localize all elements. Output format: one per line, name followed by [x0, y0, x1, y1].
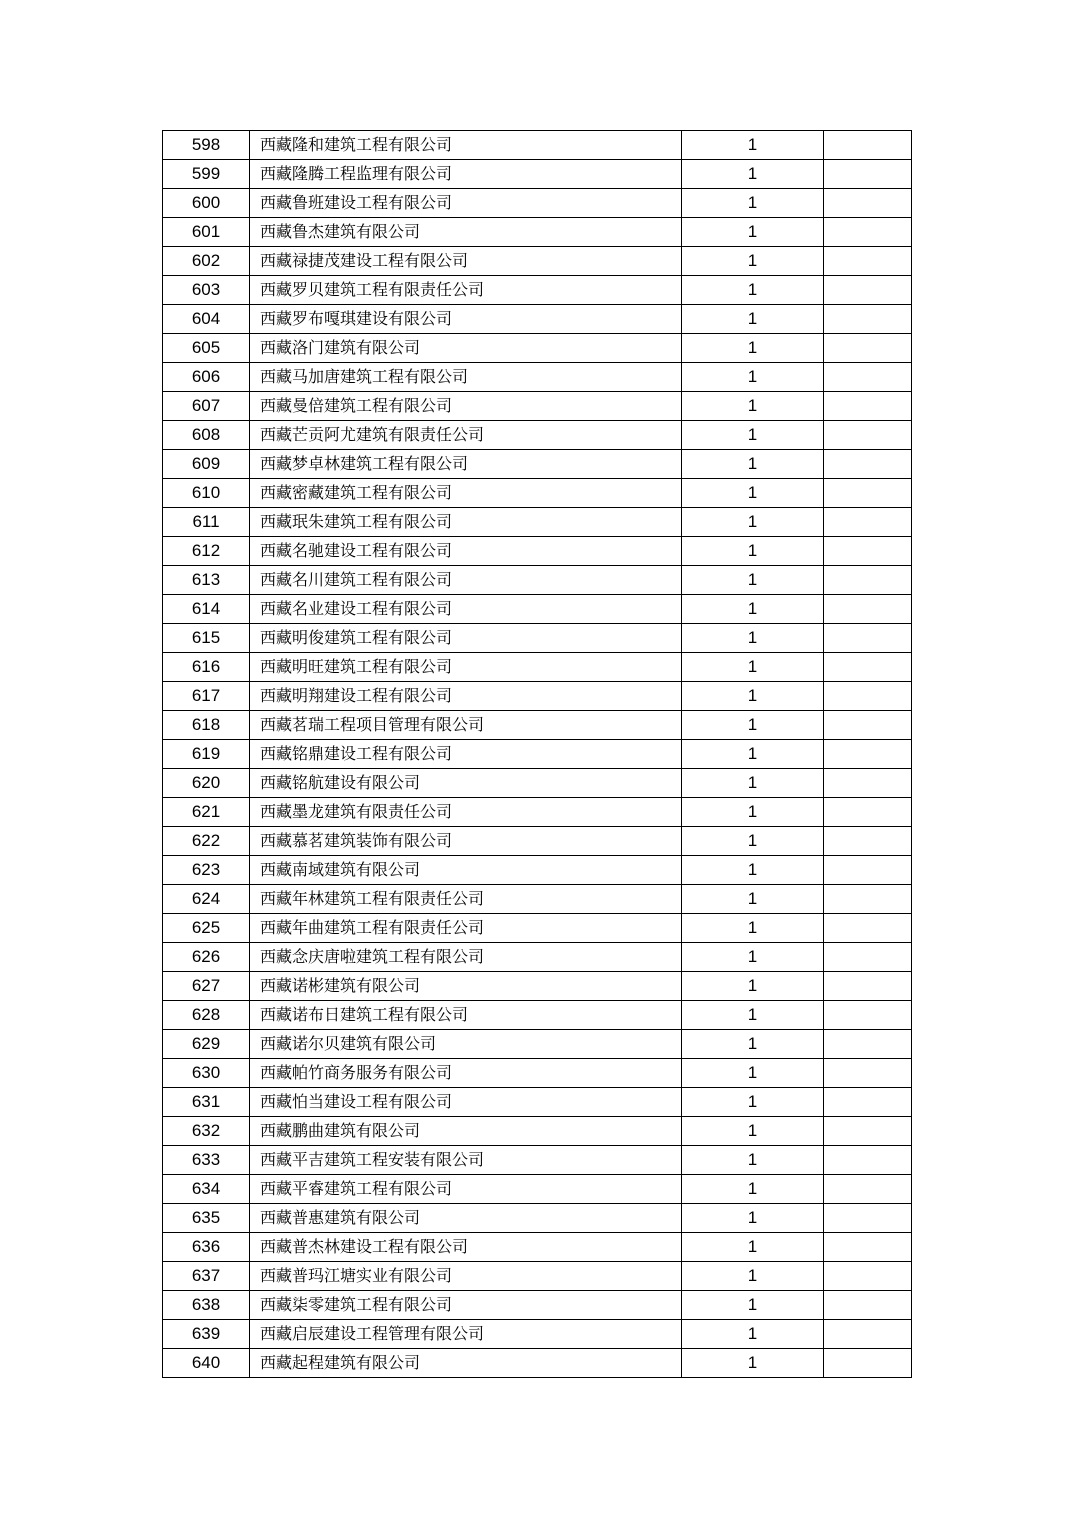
- remark-cell: [824, 827, 912, 856]
- row-number-cell: 637: [163, 1262, 250, 1291]
- remark-cell: [824, 1233, 912, 1262]
- company-name-cell: 西藏隆腾工程监理有限公司: [250, 160, 682, 189]
- row-number-cell: 614: [163, 595, 250, 624]
- company-name-cell: 西藏明翔建设工程有限公司: [250, 682, 682, 711]
- row-number-cell: 626: [163, 943, 250, 972]
- company-name-cell: 西藏柒零建筑工程有限公司: [250, 1291, 682, 1320]
- quantity-cell: 1: [682, 218, 824, 247]
- table-row: [163, 914, 912, 943]
- table-row: [163, 1175, 912, 1204]
- row-number-cell: 636: [163, 1233, 250, 1262]
- row-number-cell: 628: [163, 1001, 250, 1030]
- remark-cell: [824, 972, 912, 1001]
- company-name-cell: 西藏马加唐建筑工程有限公司: [250, 363, 682, 392]
- remark-cell: [824, 305, 912, 334]
- company-name-cell: 西藏芒贡阿尤建筑有限责任公司: [250, 421, 682, 450]
- row-number-cell: 604: [163, 305, 250, 334]
- quantity-cell: 1: [682, 1204, 824, 1233]
- remark-cell: [824, 566, 912, 595]
- company-name-cell: 西藏平睿建筑工程有限公司: [250, 1175, 682, 1204]
- company-name-cell: 西藏曼倍建筑工程有限公司: [250, 392, 682, 421]
- quantity-cell: 1: [682, 1030, 824, 1059]
- row-number-cell: 620: [163, 769, 250, 798]
- company-name-cell: 西藏鲁杰建筑有限公司: [250, 218, 682, 247]
- row-number-cell: 615: [163, 624, 250, 653]
- remark-cell: [824, 160, 912, 189]
- remark-cell: [824, 508, 912, 537]
- quantity-cell: 1: [682, 1059, 824, 1088]
- row-number-cell: 619: [163, 740, 250, 769]
- quantity-cell: 1: [682, 421, 824, 450]
- table-row: [163, 798, 912, 827]
- remark-cell: [824, 885, 912, 914]
- table-row: [163, 1320, 912, 1349]
- row-number-cell: 625: [163, 914, 250, 943]
- row-number-cell: 616: [163, 653, 250, 682]
- quantity-cell: 1: [682, 1088, 824, 1117]
- company-name-cell: 西藏慕茗建筑装饰有限公司: [250, 827, 682, 856]
- remark-cell: [824, 943, 912, 972]
- table-row: [163, 479, 912, 508]
- table-row: [163, 1262, 912, 1291]
- table-row: [163, 740, 912, 769]
- company-name-cell: 西藏普惠建筑有限公司: [250, 1204, 682, 1233]
- table-row: [163, 450, 912, 479]
- company-name-cell: 西藏念庆唐啦建筑工程有限公司: [250, 943, 682, 972]
- remark-cell: [824, 131, 912, 160]
- row-number-cell: 603: [163, 276, 250, 305]
- table-row: [163, 856, 912, 885]
- table-row: [163, 189, 912, 218]
- company-name-cell: 西藏普杰林建设工程有限公司: [250, 1233, 682, 1262]
- table-row: [163, 1291, 912, 1320]
- table-row: [163, 885, 912, 914]
- remark-cell: [824, 421, 912, 450]
- table-row: [163, 972, 912, 1001]
- table-row: [163, 566, 912, 595]
- row-number-cell: 600: [163, 189, 250, 218]
- company-name-cell: 西藏明旺建筑工程有限公司: [250, 653, 682, 682]
- quantity-cell: 1: [682, 276, 824, 305]
- quantity-cell: 1: [682, 334, 824, 363]
- quantity-cell: 1: [682, 798, 824, 827]
- row-number-cell: 631: [163, 1088, 250, 1117]
- table-row: [163, 305, 912, 334]
- company-name-cell: 西藏帕竹商务服务有限公司: [250, 1059, 682, 1088]
- quantity-cell: 1: [682, 450, 824, 479]
- table-row: [163, 1030, 912, 1059]
- table-body: [163, 131, 912, 1378]
- remark-cell: [824, 1291, 912, 1320]
- row-number-cell: 602: [163, 247, 250, 276]
- table-row: [163, 1059, 912, 1088]
- row-number-cell: 639: [163, 1320, 250, 1349]
- table-row: [163, 624, 912, 653]
- table-row: [163, 537, 912, 566]
- remark-cell: [824, 479, 912, 508]
- company-list-table: [162, 130, 912, 1378]
- table-row: [163, 160, 912, 189]
- quantity-cell: 1: [682, 769, 824, 798]
- company-name-cell: 西藏诺尔贝建筑有限公司: [250, 1030, 682, 1059]
- remark-cell: [824, 247, 912, 276]
- row-number-cell: 599: [163, 160, 250, 189]
- company-name-cell: 西藏起程建筑有限公司: [250, 1349, 682, 1378]
- row-number-cell: 607: [163, 392, 250, 421]
- company-name-cell: 西藏珉朱建筑工程有限公司: [250, 508, 682, 537]
- quantity-cell: 1: [682, 856, 824, 885]
- quantity-cell: 1: [682, 508, 824, 537]
- table-row: [163, 1146, 912, 1175]
- table-row: [163, 769, 912, 798]
- quantity-cell: 1: [682, 885, 824, 914]
- company-name-cell: 西藏禄捷茂建设工程有限公司: [250, 247, 682, 276]
- row-number-cell: 613: [163, 566, 250, 595]
- company-name-cell: 西藏平吉建筑工程安装有限公司: [250, 1146, 682, 1175]
- quantity-cell: 1: [682, 1320, 824, 1349]
- quantity-cell: 1: [682, 914, 824, 943]
- row-number-cell: 630: [163, 1059, 250, 1088]
- row-number-cell: 618: [163, 711, 250, 740]
- remark-cell: [824, 856, 912, 885]
- quantity-cell: 1: [682, 305, 824, 334]
- row-number-cell: 629: [163, 1030, 250, 1059]
- table-row: [163, 1117, 912, 1146]
- company-name-cell: 西藏鲁班建设工程有限公司: [250, 189, 682, 218]
- remark-cell: [824, 1262, 912, 1291]
- remark-cell: [824, 392, 912, 421]
- remark-cell: [824, 334, 912, 363]
- quantity-cell: 1: [682, 827, 824, 856]
- company-name-cell: 西藏铭航建设有限公司: [250, 769, 682, 798]
- row-number-cell: 635: [163, 1204, 250, 1233]
- table-row: [163, 1001, 912, 1030]
- company-name-cell: 西藏鹏曲建筑有限公司: [250, 1117, 682, 1146]
- table-row: [163, 1088, 912, 1117]
- row-number-cell: 606: [163, 363, 250, 392]
- quantity-cell: 1: [682, 363, 824, 392]
- remark-cell: [824, 189, 912, 218]
- row-number-cell: 610: [163, 479, 250, 508]
- remark-cell: [824, 1030, 912, 1059]
- row-number-cell: 638: [163, 1291, 250, 1320]
- remark-cell: [824, 740, 912, 769]
- remark-cell: [824, 711, 912, 740]
- table-row: [163, 247, 912, 276]
- table-row: [163, 421, 912, 450]
- quantity-cell: 1: [682, 943, 824, 972]
- row-number-cell: 609: [163, 450, 250, 479]
- company-name-cell: 西藏铭鼎建设工程有限公司: [250, 740, 682, 769]
- remark-cell: [824, 276, 912, 305]
- row-number-cell: 605: [163, 334, 250, 363]
- company-name-cell: 西藏年曲建筑工程有限责任公司: [250, 914, 682, 943]
- quantity-cell: 1: [682, 1175, 824, 1204]
- table-row: [163, 943, 912, 972]
- remark-cell: [824, 798, 912, 827]
- row-number-cell: 640: [163, 1349, 250, 1378]
- quantity-cell: 1: [682, 479, 824, 508]
- remark-cell: [824, 769, 912, 798]
- table-row: [163, 1204, 912, 1233]
- row-number-cell: 634: [163, 1175, 250, 1204]
- quantity-cell: 1: [682, 566, 824, 595]
- remark-cell: [824, 914, 912, 943]
- table-row: [163, 363, 912, 392]
- remark-cell: [824, 450, 912, 479]
- table-row: [163, 131, 912, 160]
- row-number-cell: 627: [163, 972, 250, 1001]
- quantity-cell: 1: [682, 1117, 824, 1146]
- table-row: [163, 682, 912, 711]
- remark-cell: [824, 1001, 912, 1030]
- table-row: [163, 334, 912, 363]
- remark-cell: [824, 624, 912, 653]
- quantity-cell: 1: [682, 972, 824, 1001]
- quantity-cell: 1: [682, 682, 824, 711]
- company-name-cell: 西藏年林建筑工程有限责任公司: [250, 885, 682, 914]
- remark-cell: [824, 1146, 912, 1175]
- remark-cell: [824, 1117, 912, 1146]
- quantity-cell: 1: [682, 595, 824, 624]
- table-row: [163, 1349, 912, 1378]
- row-number-cell: 608: [163, 421, 250, 450]
- row-number-cell: 633: [163, 1146, 250, 1175]
- remark-cell: [824, 1088, 912, 1117]
- quantity-cell: 1: [682, 392, 824, 421]
- row-number-cell: 617: [163, 682, 250, 711]
- remark-cell: [824, 537, 912, 566]
- quantity-cell: 1: [682, 537, 824, 566]
- quantity-cell: 1: [682, 247, 824, 276]
- company-name-cell: 西藏名业建设工程有限公司: [250, 595, 682, 624]
- table-row: [163, 1233, 912, 1262]
- quantity-cell: 1: [682, 1291, 824, 1320]
- company-name-cell: 西藏罗贝建筑工程有限责任公司: [250, 276, 682, 305]
- remark-cell: [824, 682, 912, 711]
- table-row: [163, 392, 912, 421]
- row-number-cell: 623: [163, 856, 250, 885]
- company-name-cell: 西藏密藏建筑工程有限公司: [250, 479, 682, 508]
- table-row: [163, 595, 912, 624]
- company-name-cell: 西藏茗瑞工程项目管理有限公司: [250, 711, 682, 740]
- row-number-cell: 611: [163, 508, 250, 537]
- company-name-cell: 西藏明俊建筑工程有限公司: [250, 624, 682, 653]
- company-name-cell: 西藏怕当建设工程有限公司: [250, 1088, 682, 1117]
- company-name-cell: 西藏梦卓林建筑工程有限公司: [250, 450, 682, 479]
- row-number-cell: 612: [163, 537, 250, 566]
- remark-cell: [824, 363, 912, 392]
- table-row: [163, 827, 912, 856]
- remark-cell: [824, 1204, 912, 1233]
- quantity-cell: 1: [682, 1233, 824, 1262]
- row-number-cell: 624: [163, 885, 250, 914]
- remark-cell: [824, 653, 912, 682]
- row-number-cell: 621: [163, 798, 250, 827]
- quantity-cell: 1: [682, 160, 824, 189]
- remark-cell: [824, 595, 912, 624]
- row-number-cell: 632: [163, 1117, 250, 1146]
- company-name-cell: 西藏诺布日建筑工程有限公司: [250, 1001, 682, 1030]
- company-name-cell: 西藏洛门建筑有限公司: [250, 334, 682, 363]
- quantity-cell: 1: [682, 189, 824, 218]
- quantity-cell: 1: [682, 653, 824, 682]
- remark-cell: [824, 1175, 912, 1204]
- row-number-cell: 622: [163, 827, 250, 856]
- remark-cell: [824, 218, 912, 247]
- table-row: [163, 276, 912, 305]
- remark-cell: [824, 1059, 912, 1088]
- table-row: [163, 711, 912, 740]
- table-row: [163, 653, 912, 682]
- quantity-cell: 1: [682, 1349, 824, 1378]
- company-name-cell: 西藏启辰建设工程管理有限公司: [250, 1320, 682, 1349]
- company-name-cell: 西藏罗布嘎琪建设有限公司: [250, 305, 682, 334]
- quantity-cell: 1: [682, 711, 824, 740]
- table-row: [163, 218, 912, 247]
- remark-cell: [824, 1349, 912, 1378]
- company-name-cell: 西藏南域建筑有限公司: [250, 856, 682, 885]
- quantity-cell: 1: [682, 131, 824, 160]
- table-row: [163, 508, 912, 537]
- quantity-cell: 1: [682, 1262, 824, 1291]
- quantity-cell: 1: [682, 1146, 824, 1175]
- company-name-cell: 西藏普玛江塘实业有限公司: [250, 1262, 682, 1291]
- quantity-cell: 1: [682, 624, 824, 653]
- row-number-cell: 598: [163, 131, 250, 160]
- quantity-cell: 1: [682, 1001, 824, 1030]
- company-name-cell: 西藏墨龙建筑有限责任公司: [250, 798, 682, 827]
- quantity-cell: 1: [682, 740, 824, 769]
- company-name-cell: 西藏隆和建筑工程有限公司: [250, 131, 682, 160]
- row-number-cell: 601: [163, 218, 250, 247]
- remark-cell: [824, 1320, 912, 1349]
- company-name-cell: 西藏名川建筑工程有限公司: [250, 566, 682, 595]
- company-name-cell: 西藏诺彬建筑有限公司: [250, 972, 682, 1001]
- company-name-cell: 西藏名驰建设工程有限公司: [250, 537, 682, 566]
